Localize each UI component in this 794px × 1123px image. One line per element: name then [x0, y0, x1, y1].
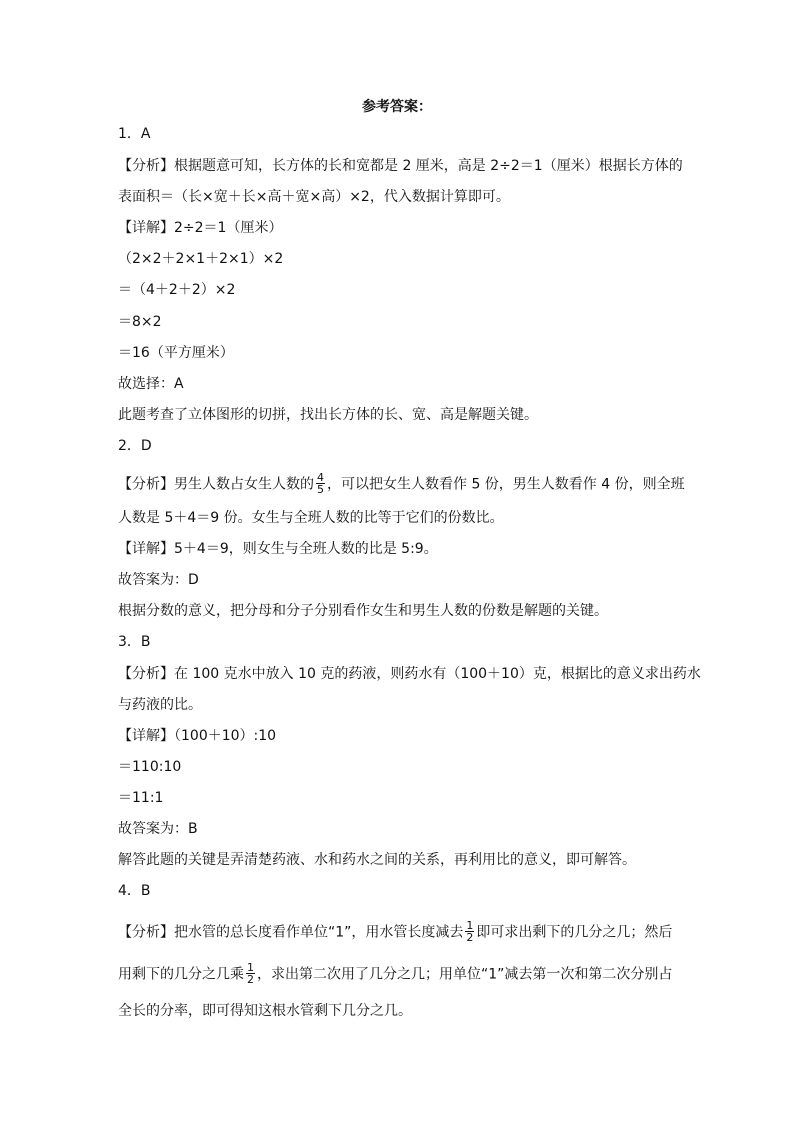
- q2-fraction: [316, 472, 325, 495]
- q2-detail-line1: 【详解】5＋4＝9，则女生与全班人数的比是 5:9。: [118, 541, 438, 557]
- q1-detail-line1: 【详解】2÷2＝1（厘米）: [118, 220, 283, 236]
- q2-analysis-line2: 人数是 5＋4＝9 份。女生与全班人数的比等于它们的份数比。: [118, 510, 504, 526]
- q4-analysis-line2-post: ，求出第二次用了几分之几；用单位“1”减去第一次和第二次分别占: [257, 966, 673, 983]
- q4-analysis-line2: [118, 963, 672, 986]
- q3-detail-line1: 【详解】（100＋10）:10: [118, 728, 277, 744]
- q2-analysis-post: ，可以把女生人数看作 5 份，男生人数看作 4 份，则全班: [327, 476, 685, 493]
- q4-analysis-line1-post: 即可求出剩下的几分之几；然后: [476, 924, 673, 941]
- q3-analysis-line1: 【分析】在 100 克水中放入 10 克的药液，则药水有（100＋10）克，根据比的意义求出药水: [118, 666, 701, 682]
- q1-detail-line3: ＝（4＋2＋2）×2: [118, 282, 236, 298]
- page-title: 参考答案：: [362, 99, 432, 115]
- q2-fraction-denominator: 5: [317, 483, 324, 496]
- q1-number: 1．A: [118, 126, 151, 142]
- q2-analysis-line1: [118, 473, 685, 496]
- q4-analysis-line3: 全长的分率，即可得知这根水管剩下几分之几。: [118, 1003, 412, 1019]
- q4-number: 4．B: [118, 883, 151, 899]
- q4-fraction-2-numerator: 1: [247, 961, 254, 974]
- q3-number: 3．B: [118, 634, 151, 650]
- q3-comment: 解答此题的关键是弄清楚药液、水和药水之间的关系，再利用比的意义，即可解答。: [118, 852, 636, 868]
- q4-fraction-2: [246, 962, 255, 985]
- q4-analysis-line1-pre: 【分析】把水管的总长度看作单位“1”，用水管长度减去: [118, 924, 464, 941]
- q1-detail-line5: ＝16（平方厘米）: [118, 345, 234, 361]
- q2-number: 2．D: [118, 438, 152, 454]
- q1-detail-line2: （2×2＋2×1＋2×1）×2: [118, 251, 284, 267]
- q3-analysis-line2: 与药液的比。: [118, 697, 202, 713]
- q4-analysis-line2-pre: 用剩下的几分之几乘: [118, 966, 244, 983]
- q4-fraction-2-denominator: 2: [247, 973, 254, 986]
- q1-analysis-line2: 表面积＝（长×宽＋长×高＋宽×高）×2，代入数据计算即可。: [118, 189, 510, 205]
- q3-detail-line3: ＝11:1: [118, 790, 164, 806]
- q1-comment: 此题考查了立体图形的切拼，找出长方体的长、宽、高是解题关键。: [118, 407, 538, 423]
- q1-detail-line4: ＝8×2: [118, 314, 162, 330]
- q4-fraction-1: [465, 920, 474, 943]
- q2-analysis-pre: 【分析】男生人数占女生人数的: [118, 476, 314, 493]
- q4-fraction-1-numerator: 1: [466, 919, 474, 932]
- q2-fraction-numerator: 4: [317, 471, 324, 484]
- q4-analysis-line1: [118, 921, 672, 944]
- q2-comment: 根据分数的意义，把分母和分子分别看作女生和男生人数的份数是解题的关键。: [118, 603, 608, 619]
- q1-answer: 故选择：A: [118, 376, 184, 392]
- q4-fraction-1-denominator: 2: [466, 931, 474, 944]
- q2-answer: 故答案为：D: [118, 572, 199, 588]
- q3-answer: 故答案为：B: [118, 821, 198, 837]
- q1-analysis-line1: 【分析】根据题意可知，长方体的长和宽都是 2 厘米，高是 2÷2＝1（厘米）根据长方体的: [118, 158, 683, 174]
- q3-detail-line2: ＝110:10: [118, 759, 182, 775]
